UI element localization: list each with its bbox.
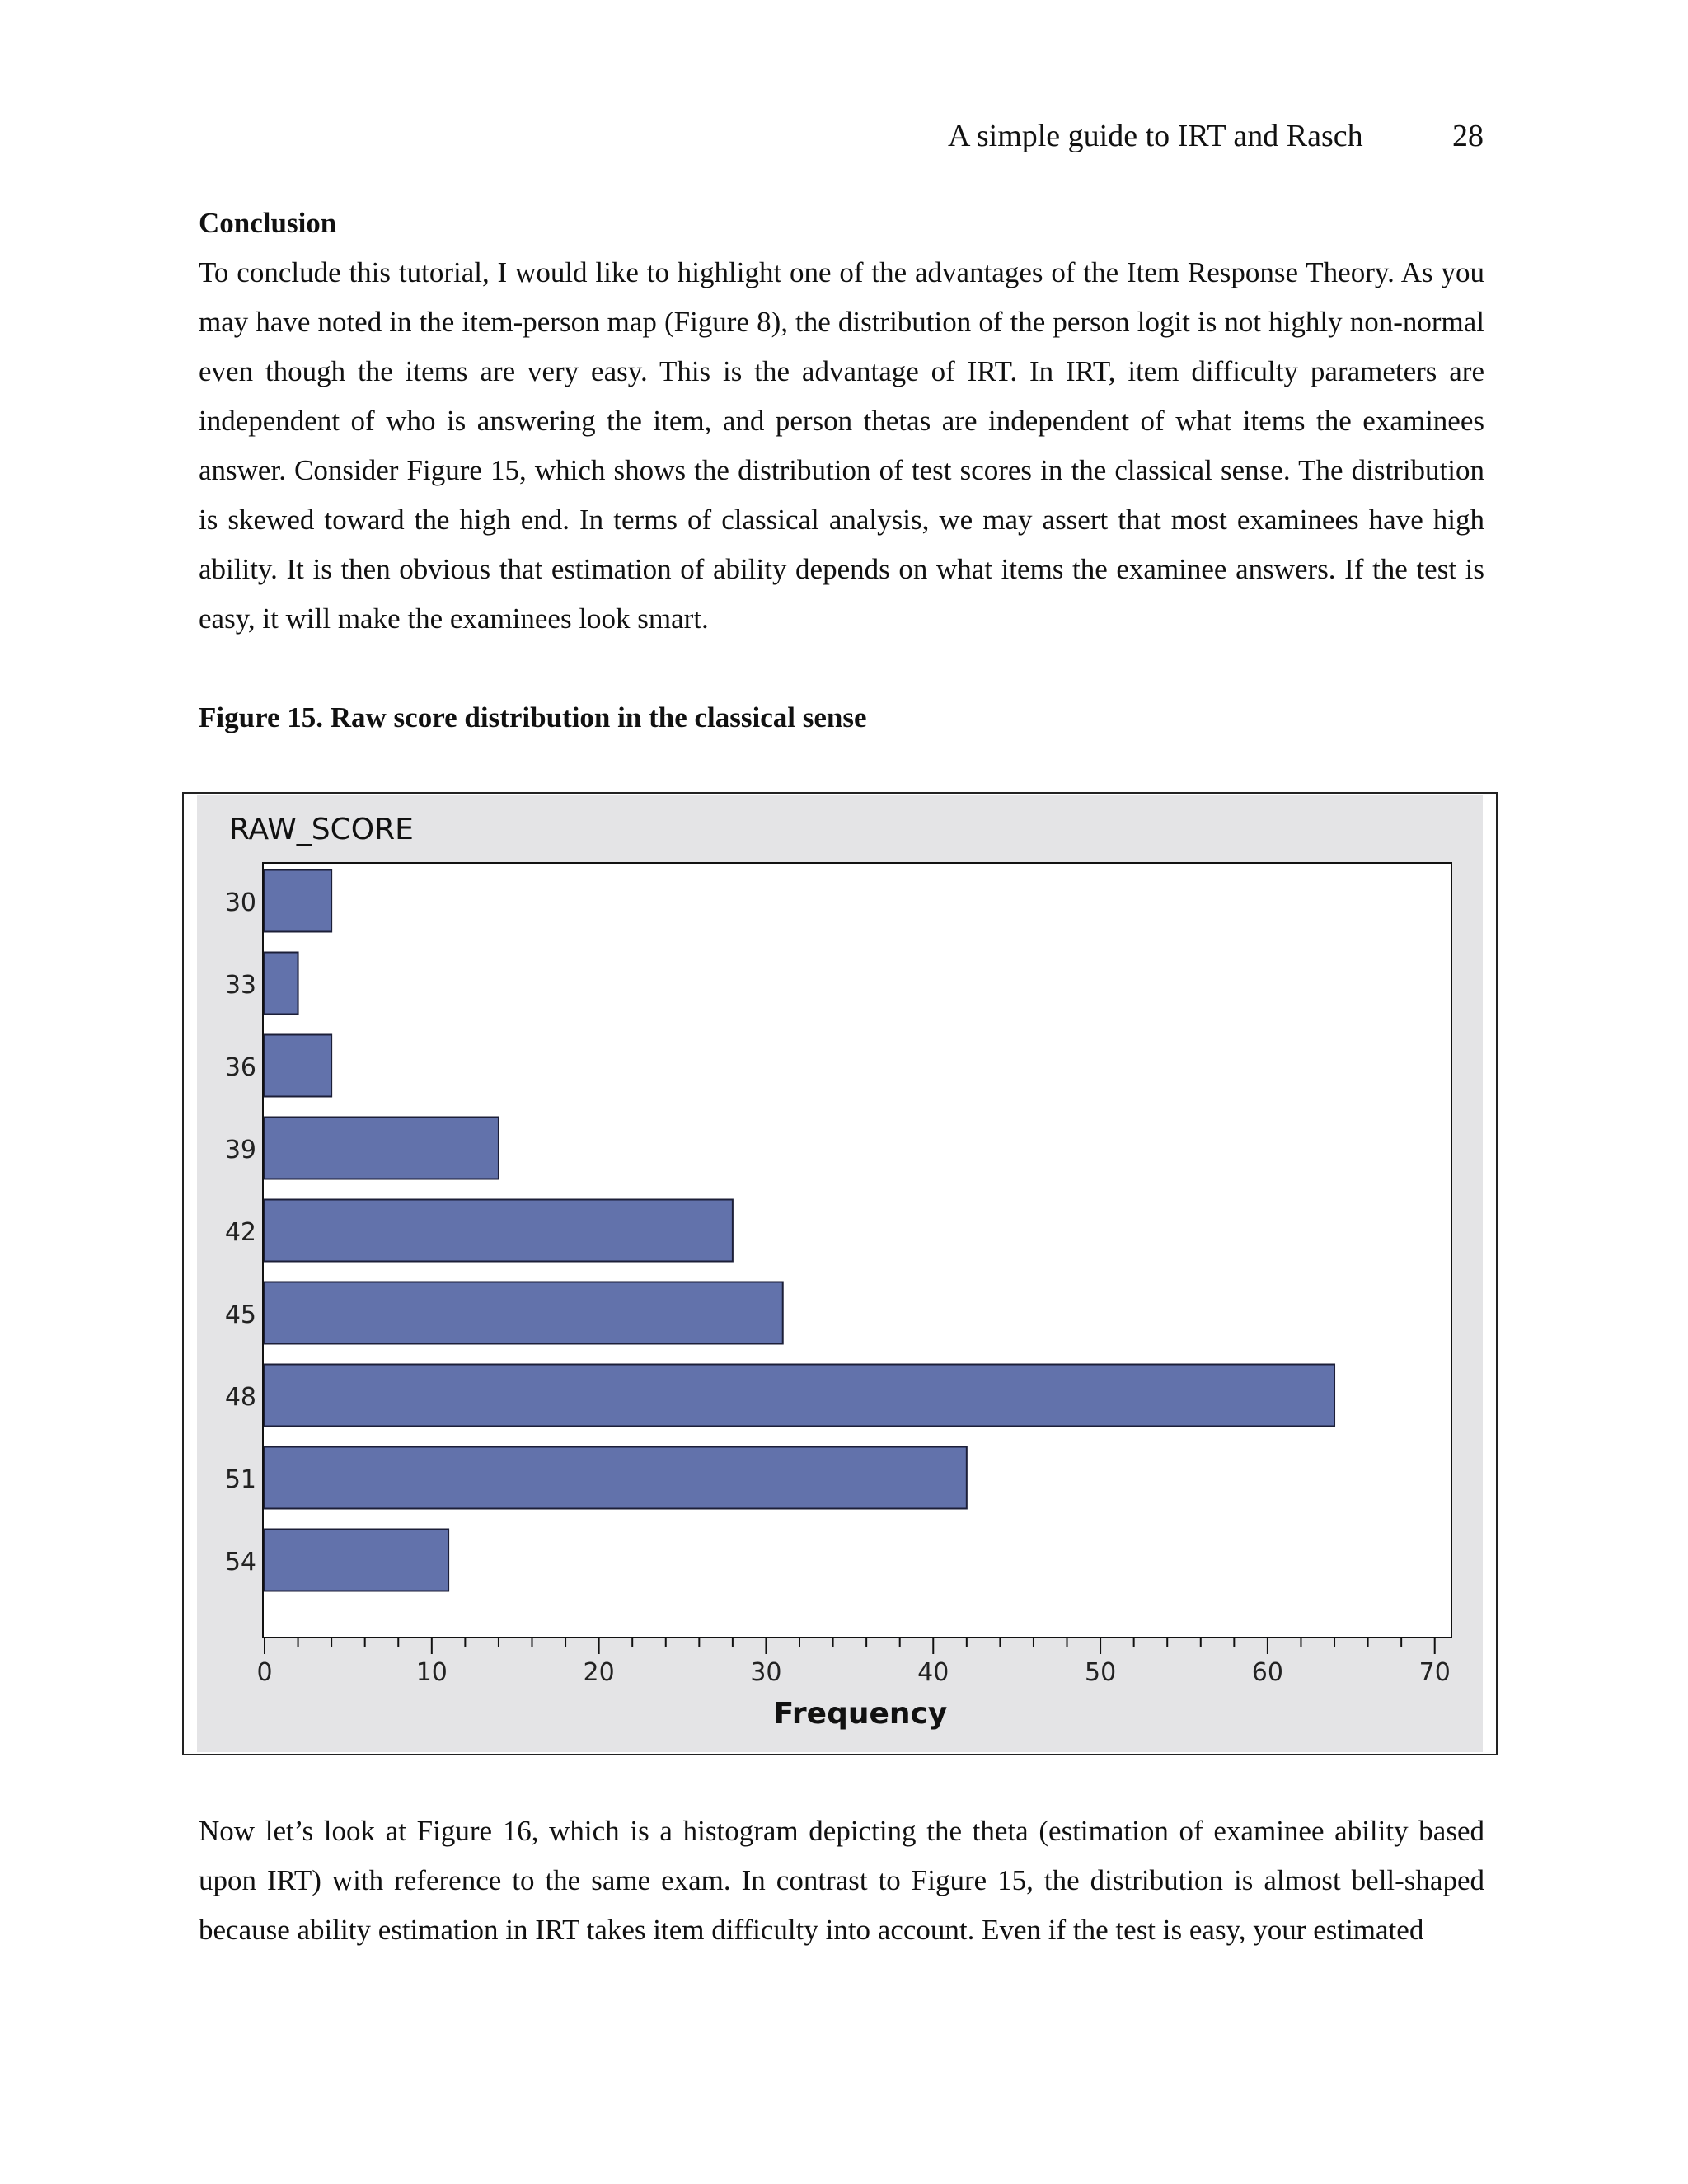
y-tick-label-30: 30 xyxy=(224,888,256,917)
figure-15-frame xyxy=(182,792,1498,1755)
x-tick-label-60: 60 xyxy=(1251,1658,1283,1687)
y-tick-label-48: 48 xyxy=(224,1383,256,1412)
x-tick-label-70: 70 xyxy=(1418,1658,1451,1687)
bar-48 xyxy=(265,1365,1334,1427)
bar-36 xyxy=(265,1035,331,1097)
y-tick-label-54: 54 xyxy=(224,1548,256,1577)
chart-title: RAW_SCORE xyxy=(229,813,414,846)
section-heading-conclusion: Conclusion xyxy=(199,207,337,239)
bar-54 xyxy=(265,1530,448,1591)
y-tick-label-45: 45 xyxy=(224,1301,256,1329)
running-head xyxy=(948,115,1484,157)
raw-score-bar-chart xyxy=(184,794,1496,1754)
running-head-title: A simple guide to IRT and Rasch xyxy=(948,119,1363,153)
bar-45 xyxy=(265,1282,783,1344)
x-tick-label-20: 20 xyxy=(583,1658,615,1687)
y-tick-label-42: 42 xyxy=(224,1218,256,1247)
bar-30 xyxy=(265,870,331,932)
figure-caption: Figure 15. Raw score distribution in the classical sense xyxy=(199,701,867,733)
x-axis-label: Frequency xyxy=(773,1697,948,1731)
x-tick-label-40: 40 xyxy=(917,1658,950,1687)
y-tick-label-33: 33 xyxy=(224,971,256,1000)
bar-42 xyxy=(265,1200,733,1262)
y-tick-label-39: 39 xyxy=(224,1136,256,1165)
closing-paragraph: Now let’s look at Figure 16, which is a histogram depicting the theta (estimation of examinee ability based upon IRT) with reference to the same exam. In contrast to Figure 15, the distribution is almost bell-shaped because ability estimation in IRT takes item difficulty into account. Even if the test is easy, your estimated xyxy=(199,1815,1484,1946)
bar-51 xyxy=(265,1447,967,1509)
page-number: 28 xyxy=(1452,119,1484,153)
y-tick-label-36: 36 xyxy=(224,1053,256,1082)
conclusion-paragraph: To conclude this tutorial, I would like to highlight one of the advantages of the Item Response Theory. As you may have noted in the item-person map (Figure 8), the distribution of the person logit is not highly non-normal even though the items are very easy. This is the advantage of IRT. In IRT, item difficulty parameters are independent of who is answering the item, and person thetas are independent of what items the examinees answer. Consider Figure 15, which shows the distribution of test scores in the classical sense. The distribution is skewed toward the high end. In terms of classical analysis, we may assert that most examinees have high ability. It is then obvious that estimation of ability depends on what items the examinee answers. If the test is easy, it will make the examinees look smart. xyxy=(199,256,1484,635)
y-tick-label-51: 51 xyxy=(224,1465,256,1494)
bar-33 xyxy=(265,953,298,1015)
x-tick-label-30: 30 xyxy=(750,1658,782,1687)
x-tick-label-0: 0 xyxy=(256,1658,273,1687)
x-tick-label-50: 50 xyxy=(1084,1658,1117,1687)
x-tick-label-10: 10 xyxy=(415,1658,448,1687)
bar-39 xyxy=(265,1118,499,1179)
